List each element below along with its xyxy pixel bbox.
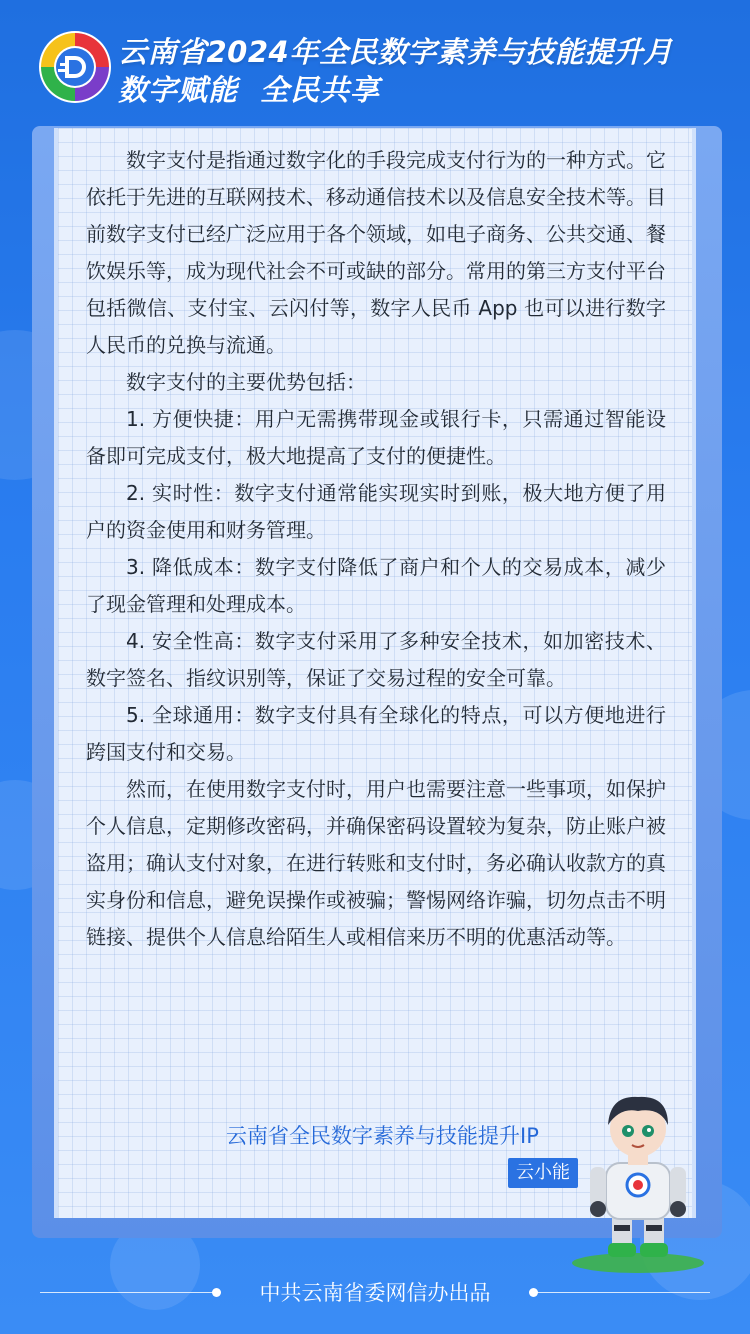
slogan-part-1: 数字赋能 — [118, 73, 239, 107]
article-paragraph: 3. 降低成本：数字支付降低了商户和个人的交易成本，减少了现金管理和处理成本。 — [86, 555, 666, 616]
mascot-character-icon — [568, 1085, 708, 1275]
slogan-part-2: 全民共享 — [260, 73, 381, 107]
article-paragraph: 1. 方便快捷：用户无需携带现金或银行卡，只需通过智能设备即可完成支付，极大地提高了支付的便捷性。 — [86, 407, 666, 468]
ip-name-badge: 云小能 — [508, 1158, 578, 1188]
footer-divider-right — [535, 1292, 710, 1293]
publisher-credit: 中共云南省委网信办出品 — [259, 1281, 491, 1305]
campaign-title: 云南省2024年全民数字素养与技能提升月 — [118, 35, 673, 69]
article-paragraph: 数字支付的主要优势包括： — [126, 370, 366, 394]
footer — [0, 1276, 750, 1310]
article-paragraph: 4. 安全性高：数字支付采用了多种安全技术，如加密技术、数字签名、指纹识别等，保证了交易过程的安全可靠。 — [86, 629, 666, 690]
header — [0, 0, 750, 118]
article-paragraph: 5. 全球通用：数字支付具有全球化的特点，可以方便地进行跨国支付和交易。 — [86, 703, 666, 764]
campaign-slogan — [118, 68, 380, 109]
article-body — [86, 142, 666, 956]
digital-logo-icon — [38, 30, 112, 104]
article-paragraph: 2. 实时性：数字支付通常能实现实时到账，极大地方便了用户的资金使用和财务管理。 — [86, 481, 666, 542]
article-paragraph: 然而，在使用数字支付时，用户也需要注意一些事项，如保护个人信息，定期修改密码，并确保密码设置较为复杂，防止账户被盗用；确认支付对象，在进行转账和支付时，务必确认收款方的真实身份和信息，避免误操作或被骗；警惕网络诈骗，切勿点击不明链接、提供个人信息给陌生人或相信来历不明的优惠活动等。 — [86, 777, 666, 949]
ip-description: 云南省全民数字素养与技能提升IP — [226, 1124, 539, 1148]
article-paragraph: 数字支付是指通过数字化的手段完成支付行为的一种方式。它依托于先进的互联网技术、移动通信技术以及信息安全技术等。目前数字支付已经广泛应用于各个领域，如电子商务、公共交通、餐饮娱乐等，成为现代社会不可或缺的部分。常用的第三方支付平台包括微信、支付宝、云闪付等，数字人民币 App 也可以进行数字人民币的兑换与流通。 — [86, 148, 666, 357]
